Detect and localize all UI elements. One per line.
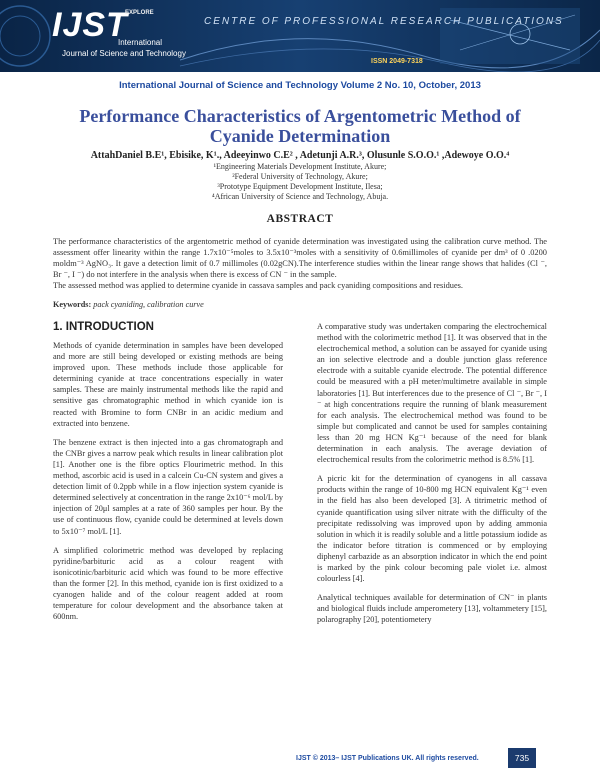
journal-citation: International Journal of Science and Technology Volume 2 No. 10, October, 2013 <box>119 80 481 91</box>
affiliation-4: ⁴African University of Science and Technology, Abuja. <box>211 192 389 201</box>
right-column <box>317 321 547 633</box>
logo-explore-text: EXPLORE <box>125 10 154 16</box>
centre-text: CENTRE OF PROFESSIONAL RESEARCH PUBLICATIONS <box>204 16 564 27</box>
right-paragraph-1: A comparative study was undertaken comparing the electrochemical method with the colorimetric method [1]. It was observed that in the electrochemical method, a solution can be assayed for cyanide using an ion selective electrode and a double junction glass reference electrode with a suitable cyanide electrode. The potential difference could be measured with a pH meter/multimetre available in simple laboratories [1]. But interferences due to the presence of Cl ⁻, Br ⁻, I ⁻ at high concentrations require the running of blank measurement for each analysis. The electrochemical method was found to be simple but complicated and cannot be used for samples containing less than 20 mg HCN Kg⁻¹ because of the need for blank determination in each analysis. The average deviation of electrochemical results from the colorimetric method is 8.5% [1]. <box>317 322 547 465</box>
logo-international-text: International <box>118 38 163 47</box>
right-paragraph-3: Analytical techniques available for determination of CN⁻ in plants and biological fluids include amperometery [13], voltammetery [15], polarography [20], potentiometery <box>317 593 547 625</box>
page-number: 735 <box>508 748 536 768</box>
section-heading: 1. INTRODUCTION <box>53 321 154 333</box>
keywords-value: pack cyaniding, calibration curve <box>93 300 204 309</box>
left-paragraph-2: The benzene extract is then injected into a gas chromatograph and the CNBr gives a narrow peak which results in linear calibration plot [1]. Another one is the fibre optics Flourimetric method. In this method, ascorbic acid is used in a calcein Cu-CN system and gives a detection limit of 0.2ppb while in a flow injection system cyanide is determined selectively at concentration in the range 2x10⁻⁶ mol/L by injection of 20μl samples at a rate of 360 samples per hour. By the use of continuous flow, cyanide could be determined at levels down to 5x10⁻⁷ mol/L [1]. <box>53 437 283 536</box>
logo-journal-text: Journal of Science and Technology <box>62 49 186 58</box>
paper-title <box>60 106 540 146</box>
left-paragraph-1: Methods of cyanide determination in samples have been developed and more are still being developed or existing methods are being improved upon. These methods include those applicable for determining cyanide at trace concentrations especially in water samples. These are mainly instrumental methods like the rapid and sensitive gas chromatographic method in which cyanide ion is reacted with Bromine to form CNBr in an acidic medium and extracted into benzene. <box>53 341 283 428</box>
abstract-paragraph-2: The assessed method was applied to determine cyanide in cassava samples and pack cyaniding compositions and residues. <box>53 281 464 290</box>
keywords-line <box>53 300 204 309</box>
copyright-footer: IJST © 2013– IJST Publications UK. All rights reserved. <box>296 755 479 762</box>
keywords-label: Keywords: <box>53 300 92 309</box>
affiliation-3: ³Prototype Equipment Development Institute, Ilesa; <box>217 182 383 191</box>
title-line-2: Cyanide Determination <box>209 126 391 146</box>
affiliation-2: ²Federal University of Technology, Akure; <box>232 172 368 181</box>
ijst-logo-text: IJST <box>52 6 128 44</box>
author-list: AttahDaniel B.E¹, Ebisike, K¹., Adeeyinwo C.E² , Adetunji A.R.³, Olusunle S.O.O.¹ ,Adewoye O.O.⁴ <box>90 150 510 161</box>
journal-banner <box>0 0 600 72</box>
left-column <box>53 340 283 630</box>
left-paragraph-3: A simplified colorimetric method was developed by replacing pyridine/barbituric acid as a colour reagent with isonicotinic/barbituric acid which was found to be more effective than the former [2]. In this method, cyanide ion is first oxidized to a cyanogen halide and of the colour reagent added at room temperature for colour development and the absorbance taken at 600nm. <box>53 545 283 622</box>
abstract-heading: ABSTRACT <box>266 213 334 225</box>
issn-label: ISSN 2049-7318 <box>371 58 423 65</box>
right-paragraph-2: A picric kit for the determination of cyanogens in all cassava products within the range of 10-800 mg HCN equivalent Kg⁻¹ even in the field has also been developed [3]. A titrimetric method of cyanide quantification using silver nitrate with the difficulty of the precipitate redissolving was improved upon by adding ammonia solution in which it is readily soluble and a little potassium iodide as the indicator before titration is commenced or by employing diphenyl carbazide as an absorption indicator in which the end point is marked by the pink colour becoming pale violet i.e. almost colourless [4]. <box>317 474 547 584</box>
title-line-1: Performance Characteristics of Argentometric Method of <box>79 106 521 126</box>
abstract-paragraph-1: The performance characteristics of the argentometric method of cyanide determination was investigated using the calibration curve method. The assessment offer linearity within the range 1.7x10⁻⁵moles to 3.5x10⁻³moles with a sensitivity of 0.6millimoles of cyanide per dm³ of 0 .0200 moldm⁻³ AgNO₃. It gave a detection limit of 0.7 millimoles (0.02gCN).The interference studies within the linear range shows that halides (Cl ⁻, Br ⁻, I ⁻) do not interfere in the analysis when there is excess of CN ⁻ in the sample. <box>53 237 547 279</box>
affiliation-1: ¹Engineering Materials Development Institute, Akure; <box>213 162 387 171</box>
